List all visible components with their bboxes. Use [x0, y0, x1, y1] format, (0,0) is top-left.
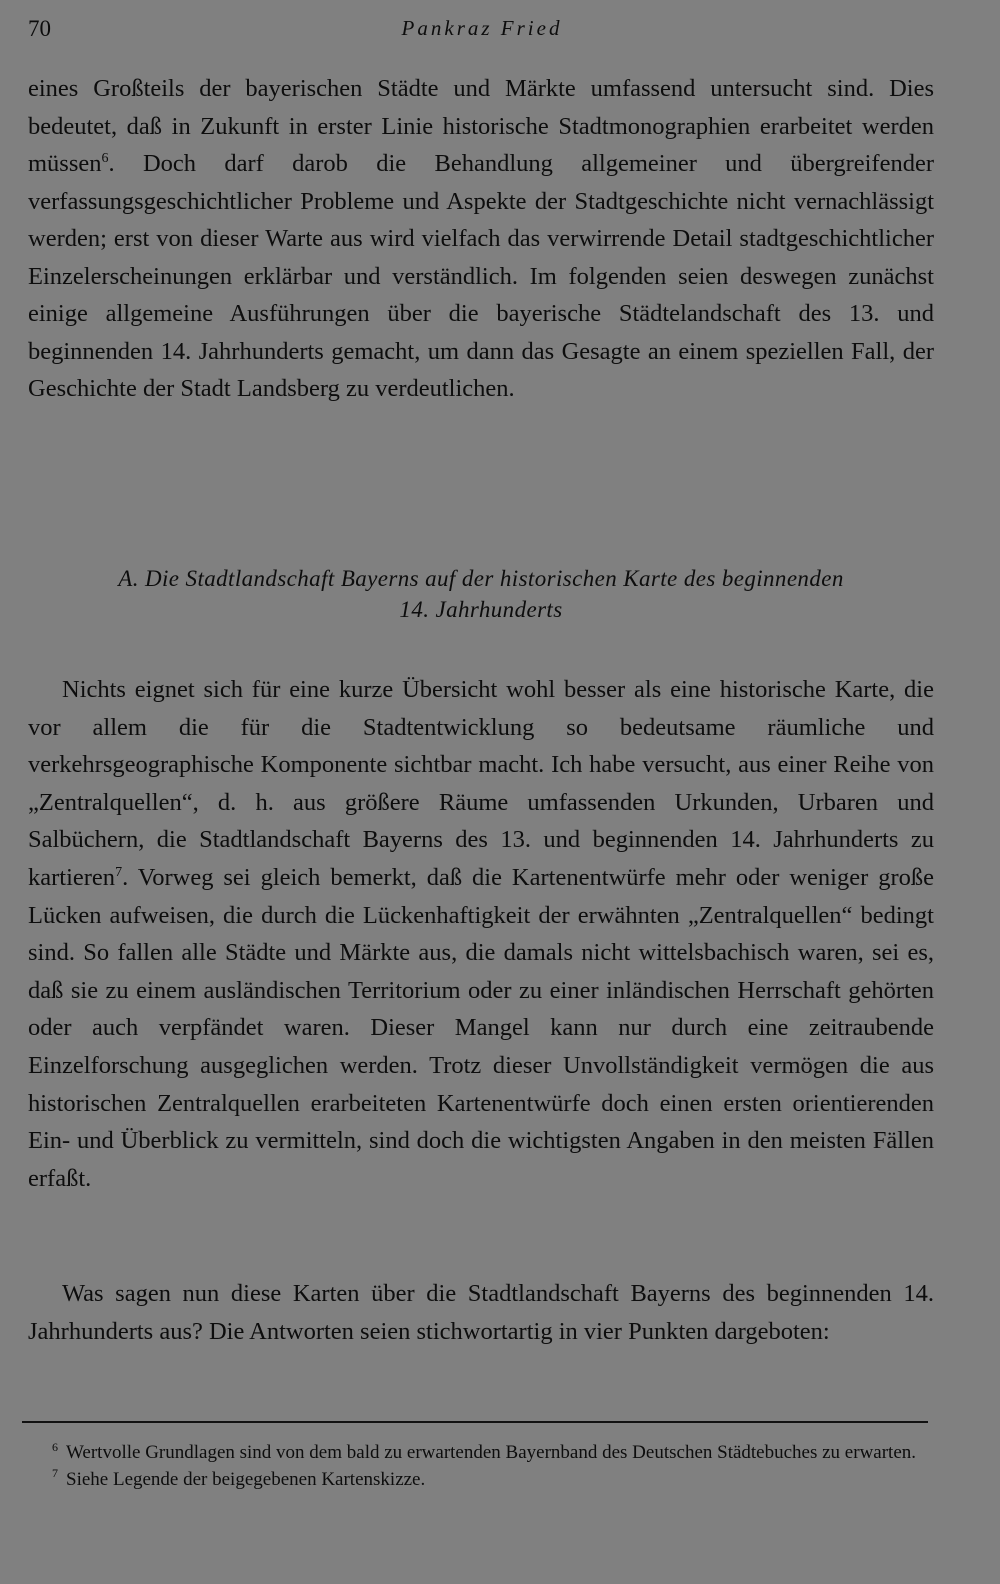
footnote-divider	[22, 1421, 928, 1423]
body-paragraph-2	[28, 671, 934, 1197]
paragraph-text: Was sagen nun diese Karten über die Stadtlandschaft Bayerns des beginnenden 14. Jahrhunderts aus? Die Antworten seien stichwortartig in vier Punkten dargeboten:	[28, 1280, 934, 1345]
footnote-text: Siehe Legende der beigegebenen Kartenskizze.	[66, 1468, 426, 1490]
footnote-reference[interactable]: 7	[115, 864, 123, 880]
body-paragraph-3	[28, 1275, 934, 1350]
paragraph-text-continued: . Doch darf darob die Behandlung allgemeiner und übergreifender verfassungsgeschichtlicher Probleme und Aspekte der Stadtgeschichte nicht vernachlässigt werden; erst von dieser Warte aus wird vielfach das verwirrende Detail stadtgeschichtlicher Einzelerscheinungen erklärbar und verständlich. Im folgenden seien deswegen zunächst einige allgemeine Ausführungen über die bayerische Städtelandschaft des 13. und beginnenden 14. Jahrhunderts gemacht, um dann das Gesagte an einem speziellen Fall, der Geschichte der Stadt Landsberg zu verdeutlichen.	[28, 150, 934, 402]
footnote-mark: 6	[52, 1439, 58, 1454]
footnote-reference[interactable]: 6	[101, 150, 109, 166]
section-heading	[28, 563, 934, 625]
running-title: Pankraz Fried	[401, 16, 563, 40]
body-paragraph-1	[28, 70, 934, 408]
paragraph-text-continued: . Vorweg sei gleich bemerkt, daß die Kartenentwürfe mehr oder weniger große Lücken aufweisen, die durch die Lückenhaftigkeit der erwähnten „Zentralquellen“ bedingt sind. So fallen alle Städte und Märkte aus, die damals nicht wittelsbachisch waren, sei es, daß sie zu einem ausländischen Territorium oder zu einer inländischen Herrschaft gehörten oder auch verpfändet waren. Dieser Mangel kann nur durch eine zeitraubende Einzelforschung ausgeglichen werden. Trotz dieser Unvollständigkeit vermögen die aus historischen Zentralquellen erarbeiteten Kartenentwürfe doch einen ersten orientierenden Ein- und Überblick zu vermitteln, sind doch die wichtigsten Angaben in den meisten Fällen erfaßt.	[28, 863, 934, 1192]
page-number: 70	[28, 16, 51, 41]
footnote-6	[26, 1440, 932, 1467]
footnote-7	[26, 1467, 932, 1494]
footnote-mark: 7	[52, 1466, 58, 1481]
paragraph-text: eines Großteils der bayerischen Städte und Märkte umfassend untersucht sind. Dies bedeutet, daß in Zukunft in erster Linie historische Stadtmonographien erarbeitet werden müssen	[28, 75, 934, 177]
section-heading-line-2: 14. Jahrhunderts	[399, 597, 563, 622]
paragraph-text: Nichts eignet sich für eine kurze Übersicht wohl besser als eine historische Karte, die vor allem die für die Stadtentwicklung so bedeutsame räumliche und verkehrsgeographische Komponente sichtbar macht. Ich habe versucht, aus einer Reihe von „Zentralquellen“, d. h. aus größere Räume umfassenden Urkunden, Urbaren und Salbüchern, die Stadtlandschaft Bayerns des 13. und beginnenden 14. Jahrhunderts zu kartieren	[28, 676, 934, 891]
footnote-text: Wertvolle Grundlagen sind von dem bald zu erwartenden Bayernband des Deutschen Städtebuches zu erwarten.	[66, 1442, 917, 1463]
footnotes	[26, 1440, 932, 1493]
running-header	[22, 12, 942, 42]
section-heading-line-1: A. Die Stadtlandschaft Bayerns auf der historischen Karte des beginnenden	[118, 566, 844, 591]
